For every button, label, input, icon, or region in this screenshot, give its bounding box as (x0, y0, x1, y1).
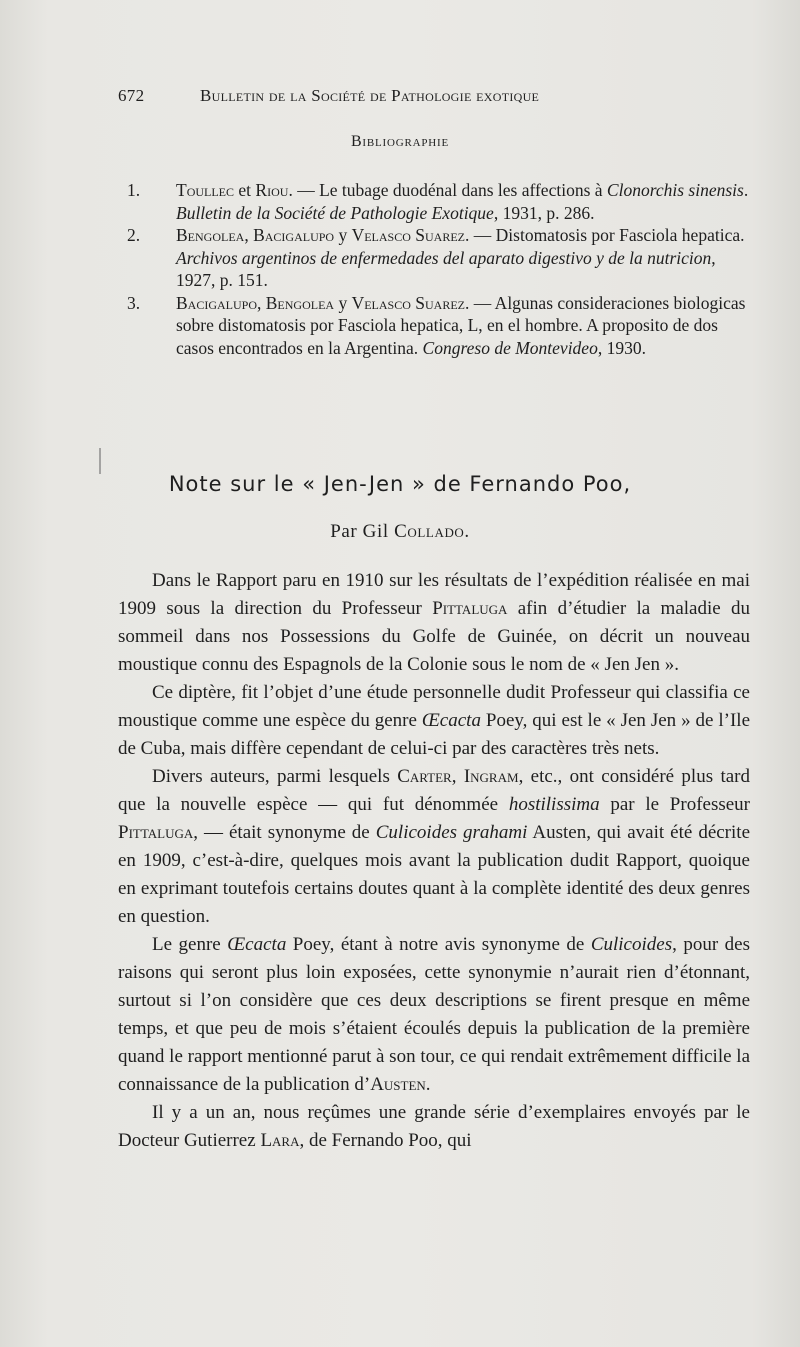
reference-text: y (334, 292, 352, 313)
bibliography-list (127, 179, 757, 359)
text-run: , — était synonyme de (193, 822, 376, 843)
reference-italic: Clonorchis sinensis (606, 180, 744, 200)
text-run: Il y a un an, nous reçûmes une grande série d’exemplaires envoyés par le Docteur Gutierrez (118, 1102, 750, 1151)
text-run: Dans le Rapport paru en 1910 sur les résultats de l’expédition réalisée en mai 1909 sous la direction du Professeur (118, 570, 750, 619)
reference-journal: Congreso de Montevideo (422, 337, 598, 358)
genus-name: Œcacta (421, 710, 481, 731)
article-body (118, 567, 750, 1155)
byline-author: Collado (394, 521, 465, 542)
reference-number: 2. (127, 225, 141, 245)
paragraph (118, 679, 750, 763)
text-run: Poey, étant à notre avis synonyme de (286, 934, 591, 955)
bibliography-title: Bibliographie (350, 133, 450, 150)
reference-author: Velasco Suarez (351, 292, 466, 313)
running-title: Bulletin de la Société de Pathologie exotique (200, 86, 540, 105)
author-name: Pittaluga (118, 822, 194, 843)
reference-number: 1. (127, 180, 141, 200)
paragraph (118, 567, 750, 679)
reference-number: 3. (127, 292, 141, 313)
article-byline (0, 521, 800, 543)
text-run: afin d’étudier la maladie du sommeil dans nos Possessions du Golfe de Guinée, on décrit un nouveau moustique connu des Espagnols de la Colonie sous le nom de « Jen Jen ». (118, 598, 751, 675)
margin-mark (99, 448, 101, 474)
text-run: , (451, 766, 464, 787)
text-run: Austen, qui avait été décrite en 1909, c’est-à-dire, quelques mois avant la publication dudit Rapport, quoique en exprimant toutefois certains doutes quant à la complète identité des deux genres en question. (118, 822, 750, 927)
article-title: Note sur le « Jen-Jen » de Fernando Poo, (168, 472, 632, 496)
text-run: par le Professeur (599, 794, 750, 815)
text-run: . (425, 1074, 431, 1095)
byline-suffix: . (464, 521, 470, 542)
reference-item (127, 224, 757, 292)
author-name: Carter (397, 766, 452, 787)
reference-text: , 1931, p. 286. (493, 202, 595, 223)
reference-journal: Archivos argentinos de enfermedades del aparato digestivo y de la nutricion (176, 247, 712, 268)
author-name: Lara (260, 1130, 300, 1151)
genus-name: Culicoides (590, 934, 673, 955)
author-name: Austen (370, 1074, 426, 1095)
paragraph (118, 931, 750, 1099)
author-name: Ingram (463, 766, 519, 787)
paragraph (118, 763, 750, 931)
reference-text: , 1927, p. 151. (176, 247, 716, 290)
reference-text: y (334, 225, 352, 245)
byline-prefix: Par Gil (330, 521, 395, 542)
running-header (118, 86, 678, 112)
reference-author: Bengolea, Bacigalupo (176, 225, 335, 245)
page-number: 672 (118, 86, 145, 105)
reference-journal: Bulletin de la Société de Pathologie Exotique (176, 202, 494, 223)
reference-item (127, 292, 757, 360)
reference-text: , 1930. (597, 337, 646, 358)
author-name: Pittaluga (432, 598, 508, 619)
text-run: Poey, qui est le « Jen Jen » de l’Ile de Cuba, mais diffère cependant de celui-ci par des caractères très nets. (118, 710, 750, 759)
species-name: Culicoides grahami (375, 822, 528, 843)
species-name: hostilissima (508, 794, 600, 815)
genus-name: Œcacta (227, 934, 287, 955)
reference-author: Toullec (176, 180, 235, 200)
reference-text: . — Le tubage duodénal dans les affections à (288, 180, 607, 200)
reference-text: . (743, 180, 749, 200)
text-run: Divers auteurs, parmi lesquels (152, 766, 398, 787)
text-run: Le genre (152, 934, 228, 955)
reference-text: et (234, 180, 256, 200)
reference-text: . — Algunas consideraciones biologicas sobre distomatosis por Fasciola hepatica, L, en el hombre. A proposito de dos casos encontrados en la Argentina. (176, 292, 746, 358)
reference-author: Riou (255, 180, 289, 200)
reference-item (127, 179, 757, 224)
reference-text: . — Distomatosis por Fasciola hepatica. (465, 225, 745, 245)
text-run: , pour des raisons qui seront plus loin exposées, cette synonymie n’aurait rien d’étonnant, surtout si l’on considère que ces deux descriptions se firent presque en même temps, et que peu de mois s’étaient écoulés depuis la publication de la première quand le rapport mentionné parut à son tour, ce qui rendait extrêmement difficile la connaissance de la publication d’ (118, 934, 751, 1095)
text-run: Ce diptère, fit l’objet d’une étude personnelle dudit Professeur qui classifia ce moustique comme une espèce du genre (118, 682, 750, 731)
paragraph (118, 1099, 750, 1155)
reference-author: Velasco Suarez (351, 225, 466, 245)
text-run: , etc., ont considéré plus tard que la nouvelle espèce — qui fut dénommée (118, 766, 750, 815)
reference-author: Bacigalupo, Bengolea (176, 292, 335, 313)
text-run: , de Fernando Poo, qui (299, 1130, 472, 1151)
